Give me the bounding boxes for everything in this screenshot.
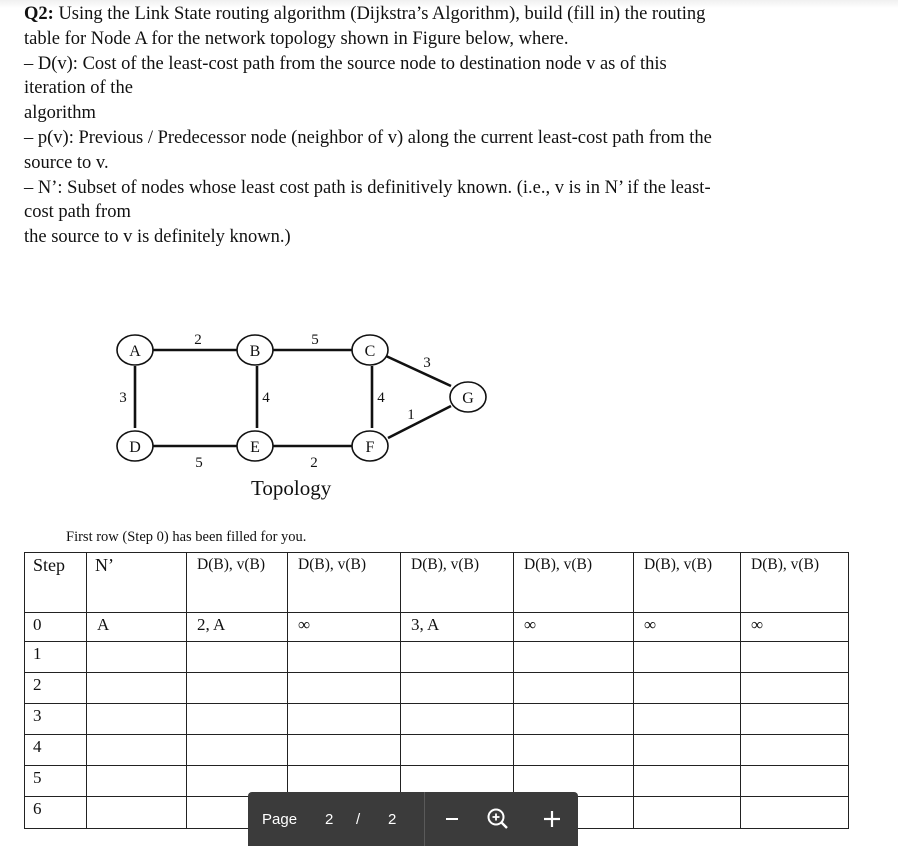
question-line: algorithm: [24, 103, 96, 124]
question-line: – D(v): Cost of the least-cost path from the source node to destination node v as of this: [24, 53, 667, 74]
header-cell: D(B), v(B): [187, 553, 288, 613]
table-cell[interactable]: [741, 673, 849, 704]
table-cell[interactable]: [187, 704, 288, 735]
table-cell[interactable]: [741, 704, 849, 735]
edge-f-g: [388, 406, 451, 438]
zoom-in-button[interactable]: [536, 802, 568, 834]
edge-c-g: [386, 356, 451, 386]
question-line: – p(v): Previous / Predecessor node (neighbor of v) along the current least-cost path from the: [24, 127, 712, 148]
table-cell[interactable]: [741, 766, 849, 797]
edge-f-g-weight: 1: [407, 407, 415, 423]
step-cell: 2: [25, 673, 87, 704]
question-line: table for Node A for the network topology shown in Figure below, where.: [24, 28, 569, 49]
current-page[interactable]: 2: [325, 811, 334, 828]
toolbar-divider: [424, 792, 425, 846]
table-cell[interactable]: [288, 735, 401, 766]
node-d-label: D: [129, 439, 141, 456]
topology-figure: [105, 322, 505, 512]
table-cell[interactable]: [634, 704, 741, 735]
table-cell[interactable]: [741, 642, 849, 673]
edge-d-e-weight: 5: [195, 455, 203, 471]
table-cell[interactable]: [741, 797, 849, 829]
zoom-out-button[interactable]: [436, 802, 468, 834]
page-separator: /: [356, 811, 361, 828]
node-a-label: A: [129, 343, 141, 360]
header-cell: D(B), v(B): [741, 553, 849, 613]
edge-b-c-weight: 5: [311, 332, 319, 348]
table-cell[interactable]: 2, A: [187, 613, 288, 642]
edge-c-g-weight: 3: [423, 355, 431, 371]
n-prime-cell[interactable]: [87, 797, 187, 829]
table-cell[interactable]: [514, 704, 634, 735]
node-b-label: B: [249, 343, 261, 360]
edge-a-b-weight: 2: [194, 332, 202, 348]
page-label: Page: [262, 811, 298, 828]
table-cell[interactable]: [634, 673, 741, 704]
routing-table: [24, 552, 849, 829]
topology-graph: [105, 322, 505, 482]
n-prime-cell[interactable]: [87, 642, 187, 673]
table-cell[interactable]: [514, 673, 634, 704]
edge-e-f-weight: 2: [310, 455, 318, 471]
page-toolbar: [248, 792, 578, 846]
table-header-row: [25, 553, 849, 613]
table-cell[interactable]: [514, 735, 634, 766]
node-c-label: C: [364, 343, 376, 360]
header-cell: D(B), v(B): [288, 553, 401, 613]
zoom-button[interactable]: [482, 802, 514, 834]
magnifier-plus-icon: [482, 802, 514, 834]
step-cell: 1: [25, 642, 87, 673]
step-cell: 4: [25, 735, 87, 766]
n-prime-cell[interactable]: [87, 766, 187, 797]
table-cell[interactable]: [187, 642, 288, 673]
table-note: First row (Step 0) has been filled for you.: [66, 529, 307, 545]
edge-a-d-weight: 3: [119, 390, 127, 406]
n-prime-cell[interactable]: [87, 704, 187, 735]
node-g-label: G: [462, 390, 474, 407]
table-cell[interactable]: [634, 766, 741, 797]
header-cell: D(B), v(B): [401, 553, 514, 613]
header-cell: D(B), v(B): [514, 553, 634, 613]
plus-icon: [536, 802, 568, 834]
node-e-label: E: [250, 439, 260, 456]
step-cell: 3: [25, 704, 87, 735]
table-cell[interactable]: [741, 735, 849, 766]
question-line: cost path from: [24, 202, 131, 223]
step-cell: 0: [25, 613, 87, 642]
table-cell[interactable]: [401, 704, 514, 735]
table-cell[interactable]: [634, 642, 741, 673]
table-row: [25, 613, 849, 642]
table-row: [25, 673, 849, 704]
table-cell[interactable]: ∞: [634, 613, 741, 642]
edge-c-f-weight: 4: [377, 390, 385, 406]
table-cell[interactable]: ∞: [741, 613, 849, 642]
table-row: [25, 735, 849, 766]
question-line: iteration of the: [24, 78, 133, 99]
question-text: [24, 2, 874, 250]
question-line: source to v.: [24, 152, 109, 173]
step-cell: 5: [25, 766, 87, 797]
figure-caption: Topology: [251, 476, 332, 500]
minus-icon: [436, 802, 468, 834]
table-row: [25, 704, 849, 735]
n-prime-cell[interactable]: [87, 673, 187, 704]
node-f-label: F: [365, 439, 375, 456]
edge-b-e-weight: 4: [262, 390, 270, 406]
table-cell[interactable]: [401, 642, 514, 673]
question-line: the source to v is definitely known.): [24, 227, 291, 248]
table-cell[interactable]: [634, 797, 741, 829]
question-label: Q2:: [24, 4, 54, 24]
table-cell[interactable]: [401, 735, 514, 766]
n-prime-cell[interactable]: [87, 735, 187, 766]
header-n-prime: N’: [87, 553, 187, 613]
n-prime-cell[interactable]: A: [87, 613, 187, 642]
table-cell[interactable]: [187, 735, 288, 766]
question-line: – N’: Subset of nodes whose least cost path is definitively known. (i.e., v is in N’ if the least-: [24, 177, 711, 198]
table-cell[interactable]: [288, 642, 401, 673]
table-row: [25, 642, 849, 673]
step-cell: 6: [25, 797, 87, 829]
table-cell[interactable]: [288, 673, 401, 704]
question-line: Using the Link State routing algorithm (Dijkstra’s Algorithm), build (fill in) the routing: [58, 4, 706, 24]
table-cell[interactable]: [401, 673, 514, 704]
header-step: Step: [25, 553, 87, 613]
table-cell[interactable]: [634, 735, 741, 766]
total-pages: 2: [388, 811, 397, 828]
header-cell: D(B), v(B): [634, 553, 741, 613]
table-cell[interactable]: [187, 673, 288, 704]
table-cell[interactable]: [514, 642, 634, 673]
table-cell[interactable]: 3, A: [401, 613, 514, 642]
table-cell[interactable]: ∞: [514, 613, 634, 642]
table-cell[interactable]: [288, 704, 401, 735]
table-cell[interactable]: ∞: [288, 613, 401, 642]
